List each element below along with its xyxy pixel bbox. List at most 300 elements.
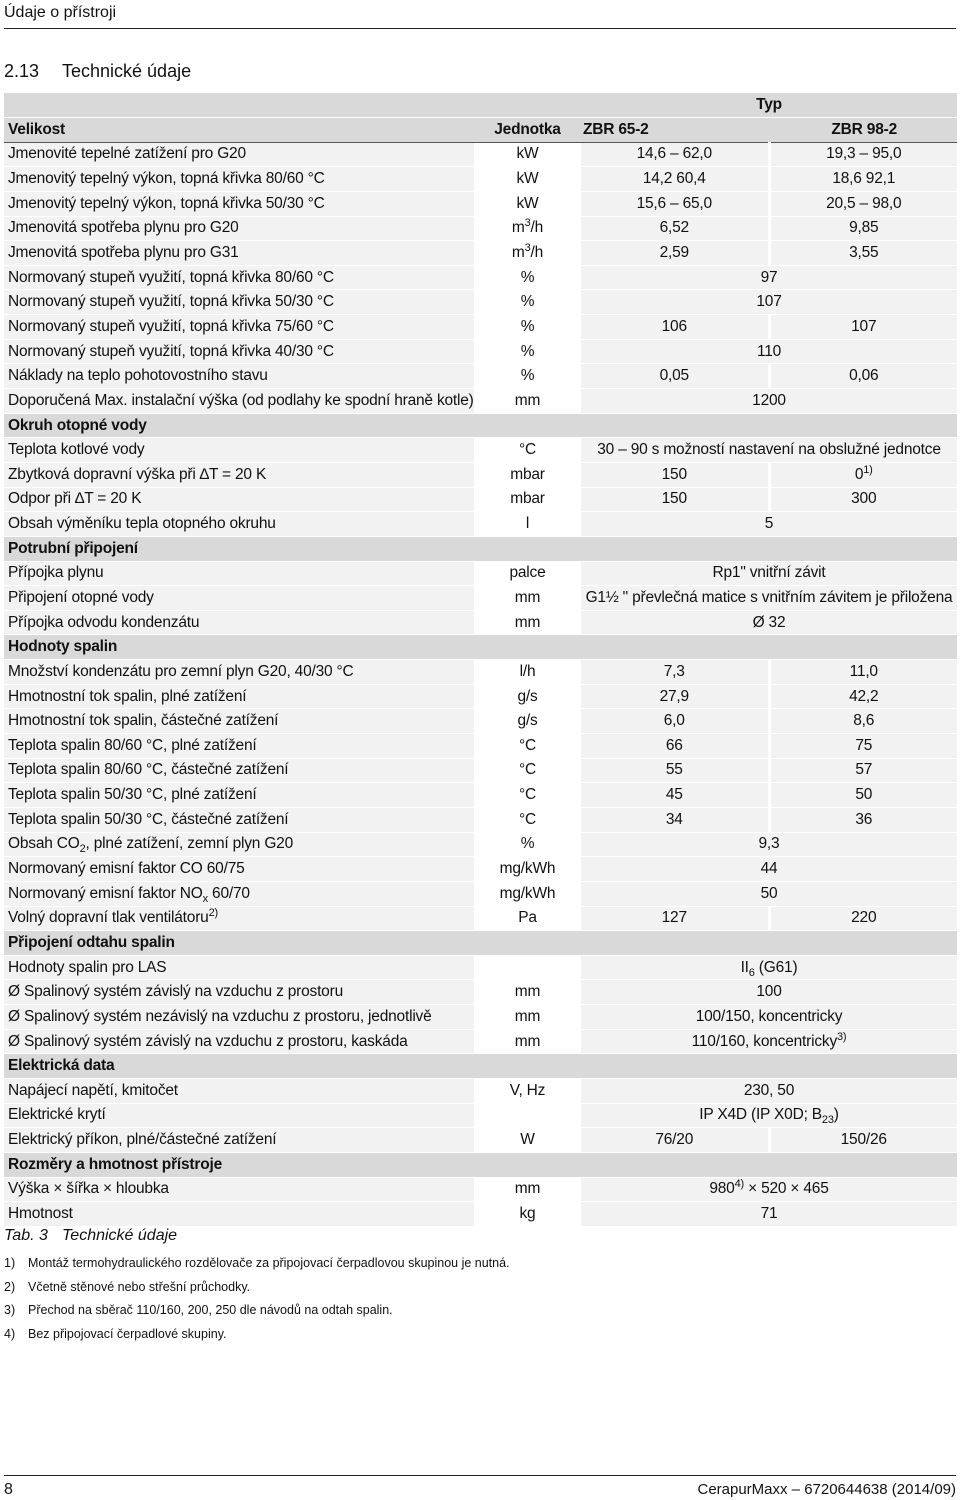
row-unit-text: g/s xyxy=(517,687,538,705)
row-value-text: 97 xyxy=(760,268,778,286)
table-section-header xyxy=(4,1054,957,1079)
row-unit xyxy=(474,832,581,857)
row-value-text: 110 xyxy=(756,342,782,360)
row-unit-text: kW xyxy=(516,194,539,212)
row-value-text: 9,3 xyxy=(758,835,780,853)
row-value-both xyxy=(581,1029,957,1054)
row-value-text-tail: × 520 × 465 xyxy=(744,1180,829,1198)
row-value-zbr98 xyxy=(769,191,957,216)
row-label xyxy=(4,783,474,808)
row-unit-text-sup: 3 xyxy=(524,217,531,230)
row-value-zbr98-text: 36 xyxy=(855,810,873,828)
row-label xyxy=(4,1177,474,1202)
row-unit-text: kg xyxy=(519,1205,536,1222)
table-row xyxy=(4,389,957,414)
row-value-zbr65-text: 127 xyxy=(661,909,687,927)
row-label-text: Výška × šířka × hloubka xyxy=(8,1180,169,1198)
row-unit xyxy=(474,487,581,512)
row-label-text: Teplota spalin 80/60 °C, částečné zatížení xyxy=(8,761,289,779)
table-row xyxy=(4,832,957,857)
row-unit xyxy=(474,315,581,340)
row-value-both xyxy=(581,1103,957,1128)
footnote xyxy=(4,1299,904,1323)
table-row xyxy=(4,586,957,611)
row-value-text: 100/150, koncentricky xyxy=(695,1007,843,1025)
column-header-zbr65: ZBR 65-2 xyxy=(581,118,769,143)
row-unit xyxy=(474,1078,581,1103)
row-value-text: 230, 50 xyxy=(743,1081,795,1099)
table-row xyxy=(4,561,957,586)
row-unit xyxy=(474,1005,581,1030)
table-row xyxy=(4,290,957,315)
row-value-text: 44 xyxy=(760,860,778,878)
row-value-zbr65-text: 34 xyxy=(665,810,683,828)
row-value-both xyxy=(581,339,957,364)
footnote xyxy=(4,1323,904,1347)
row-unit xyxy=(474,512,581,537)
row-unit-text: % xyxy=(520,367,535,385)
column-header-size: Velikost xyxy=(4,118,474,143)
row-label xyxy=(4,167,474,192)
table-caption-text: Technické údaje xyxy=(62,1227,178,1244)
row-value-zbr65-text: 150 xyxy=(661,490,687,508)
table-row xyxy=(4,660,957,685)
row-label xyxy=(4,191,474,216)
row-unit xyxy=(474,462,581,487)
table-row xyxy=(4,462,957,487)
document-id: CerapurMaxx – 6720644638 (2014/09) xyxy=(697,1481,956,1498)
table-row xyxy=(4,857,957,882)
row-label-text: Ø Spalinový systém nezávislý na vzduchu z prostoru, jednotlivě xyxy=(8,1007,432,1025)
row-label xyxy=(4,561,474,586)
row-value-zbr98-text: 300 xyxy=(851,490,877,508)
row-unit xyxy=(474,857,581,882)
row-label-text: Přípojka plynu xyxy=(8,564,104,582)
row-unit xyxy=(474,684,581,709)
row-value-zbr98-text: 18,6 92,1 xyxy=(832,170,896,188)
row-value-zbr98-text: 3,55 xyxy=(849,244,879,262)
row-label xyxy=(4,660,474,685)
footnote-marker: 2) xyxy=(4,1279,16,1294)
row-label-text: Normovaný stupeň využití, topná křivka 80/60 °C xyxy=(8,268,334,286)
row-unit xyxy=(474,241,581,266)
row-unit-text: mm xyxy=(514,588,541,606)
table-row xyxy=(4,241,957,266)
row-label-text: Jmenovitý tepelný výkon, topná křivka 80/60 °C xyxy=(8,170,325,188)
running-header xyxy=(4,2,956,29)
page-number: 8 xyxy=(4,1481,13,1498)
row-value-text: 107 xyxy=(756,293,782,311)
row-value-zbr65 xyxy=(581,216,769,241)
row-label xyxy=(4,241,474,266)
row-label-text: Množství kondenzátu pro zemní plyn G20, 40/30 °C xyxy=(8,662,354,680)
row-value-zbr65-text: 27,9 xyxy=(659,687,689,705)
row-label-text: Teplota spalin 50/30 °C, částečné zatížení xyxy=(8,810,289,828)
section-header-label: Okruh otopné vody xyxy=(4,413,957,438)
row-value-zbr65 xyxy=(581,462,769,487)
row-unit xyxy=(474,1202,581,1227)
row-value-zbr98 xyxy=(769,783,957,808)
row-value-zbr65-text: 2,59 xyxy=(659,244,689,262)
row-label xyxy=(4,315,474,340)
row-label-text: Hodnoty spalin pro LAS xyxy=(8,958,167,976)
row-label xyxy=(4,216,474,241)
row-value-both xyxy=(581,561,957,586)
row-label-text: Normovaný emisní faktor CO 60/75 xyxy=(8,860,245,878)
row-unit-text: W xyxy=(520,1131,535,1149)
table-row xyxy=(4,807,957,832)
row-label xyxy=(4,364,474,389)
row-label-text: Jmenovitý tepelný výkon, topná křivka 50/30 °C xyxy=(8,194,325,212)
table-row xyxy=(4,1103,957,1128)
row-unit xyxy=(474,438,581,463)
table-row xyxy=(4,1029,957,1054)
row-value-text: Ø 32 xyxy=(752,613,786,631)
table-row xyxy=(4,339,957,364)
row-unit xyxy=(474,734,581,759)
footnotes xyxy=(4,1252,904,1346)
row-value-zbr98-text: 19,3 – 95,0 xyxy=(826,145,902,163)
row-unit xyxy=(474,955,581,980)
row-unit-text: l/h xyxy=(519,662,536,680)
row-value-zbr98-text: 75 xyxy=(855,736,873,754)
row-value-both xyxy=(581,881,957,906)
row-label-text: Připojení otopné vody xyxy=(8,588,154,606)
row-value-text: 30 – 90 s možností nastavení na obslužné jednotce xyxy=(597,441,941,459)
row-label xyxy=(4,980,474,1005)
type-header: Typ xyxy=(581,93,957,118)
row-unit-text: mg/kWh xyxy=(499,860,556,878)
row-value-text: 110/160, koncentricky xyxy=(691,1032,838,1050)
row-value-text: 1200 xyxy=(752,391,786,409)
table-row xyxy=(4,980,957,1005)
row-label-text: Obsah výměníku tepla otopného okruhu xyxy=(8,515,276,533)
row-unit xyxy=(474,142,581,167)
row-value-both xyxy=(581,1177,957,1202)
table-caption-number: Tab. 3 xyxy=(4,1227,48,1244)
row-unit xyxy=(474,783,581,808)
section-header-label: Hodnoty spalin xyxy=(4,635,957,660)
row-label-text: Zbytková dopravní výška při ∆T = 20 K xyxy=(8,465,267,483)
row-value-text-sub: 6 xyxy=(748,966,755,979)
row-unit-text: Pa xyxy=(518,909,537,927)
row-label-text: Jmenovitá spotřeba plynu pro G31 xyxy=(8,244,239,262)
row-value-text: 71 xyxy=(760,1205,778,1222)
table-row xyxy=(4,1005,957,1030)
footnote-text: Přechod na sběrač 110/160, 200, 250 dle návodů na odtah spalin. xyxy=(28,1303,393,1318)
table-row xyxy=(4,783,957,808)
row-value-zbr65-text: 7,3 xyxy=(663,662,685,680)
row-label-text: Jmenovitá spotřeba plynu pro G20 xyxy=(8,219,239,237)
row-label xyxy=(4,832,474,857)
table-row xyxy=(4,906,957,931)
table-type-header-row xyxy=(4,93,957,118)
row-label-text: Náklady na teplo pohotovostního stavu xyxy=(8,367,268,385)
row-value-zbr65 xyxy=(581,783,769,808)
row-label-text: Teplota kotlové vody xyxy=(8,441,145,459)
row-unit xyxy=(474,586,581,611)
row-value-text-tail: ) xyxy=(833,1106,839,1124)
row-unit xyxy=(474,389,581,414)
row-label xyxy=(4,1029,474,1054)
table-section-header xyxy=(4,931,957,956)
row-label xyxy=(4,807,474,832)
section-header-label: Rozměry a hmotnost přístroje xyxy=(4,1152,957,1177)
row-unit xyxy=(474,881,581,906)
row-value-zbr98-text: 20,5 – 98,0 xyxy=(826,194,902,212)
row-label-text: Napájecí napětí, kmitočet xyxy=(8,1081,178,1099)
row-label-text: Normovaný stupeň využití, topná křivka 50/30 °C xyxy=(8,293,334,311)
row-unit-text: °C xyxy=(519,736,536,754)
table-section-header xyxy=(4,635,957,660)
row-label-text: Normovaný stupeň využití, topná křivka 40/30 °C xyxy=(8,342,334,360)
row-value-text: 100 xyxy=(756,983,782,1001)
row-unit-text: mm xyxy=(514,1180,541,1198)
row-label-text-tail: 60/70 xyxy=(207,884,250,902)
row-value-zbr98-text: 107 xyxy=(851,317,877,335)
row-label-text: Hmotnostní tok spalin, plné zatížení xyxy=(8,687,247,705)
row-label-text: Elektrický příkon, plné/částečné zatížení xyxy=(8,1131,277,1149)
row-unit xyxy=(474,906,581,931)
row-unit xyxy=(474,290,581,315)
row-value-zbr98-text: 0,06 xyxy=(849,367,879,385)
row-label-text: Obsah CO xyxy=(8,835,80,853)
row-value-zbr98 xyxy=(769,462,957,487)
row-unit-text: % xyxy=(520,835,535,853)
row-unit-text: m xyxy=(511,219,525,237)
row-label-text: Přípojka odvodu kondenzátu xyxy=(8,613,200,631)
row-unit-text: mbar xyxy=(510,465,545,483)
row-unit xyxy=(474,1177,581,1202)
row-value-zbr98 xyxy=(769,1128,957,1153)
row-unit-text: mm xyxy=(514,613,541,631)
row-value-zbr65 xyxy=(581,167,769,192)
row-unit-text: palce xyxy=(509,564,546,582)
section-header-label: Připojení odtahu spalin xyxy=(4,931,957,956)
row-value-text: Rp1" vnitřní závit xyxy=(712,564,826,582)
row-label-text: Normovaný emisní faktor NO xyxy=(8,884,203,902)
row-unit-text: mg/kWh xyxy=(499,884,556,902)
section-heading xyxy=(4,58,904,84)
row-value-zbr65 xyxy=(581,142,769,167)
row-unit xyxy=(474,339,581,364)
row-value-text-sup: 3) xyxy=(837,1030,847,1043)
row-unit xyxy=(474,561,581,586)
row-unit-text: % xyxy=(520,342,535,360)
row-unit xyxy=(474,191,581,216)
row-unit-text: mm xyxy=(514,391,541,409)
row-unit-text: °C xyxy=(519,810,536,828)
row-value-text: 50 xyxy=(760,884,778,902)
row-label xyxy=(4,290,474,315)
row-value-both xyxy=(581,857,957,882)
row-value-zbr65-text: 14,2 60,4 xyxy=(642,170,706,188)
row-value-zbr98 xyxy=(769,315,957,340)
row-value-both xyxy=(581,1005,957,1030)
row-label xyxy=(4,339,474,364)
table-row xyxy=(4,758,957,783)
row-unit xyxy=(474,807,581,832)
table-section-header xyxy=(4,1152,957,1177)
row-value-zbr65 xyxy=(581,364,769,389)
row-label xyxy=(4,438,474,463)
row-value-zbr65 xyxy=(581,315,769,340)
row-value-zbr65-text: 76/20 xyxy=(655,1131,694,1149)
row-unit-text: % xyxy=(520,317,535,335)
row-unit-text: % xyxy=(520,268,535,286)
row-unit-text: °C xyxy=(519,441,536,459)
row-value-zbr65-text: 55 xyxy=(665,761,683,779)
row-value-zbr65-text: 15,6 – 65,0 xyxy=(636,194,712,212)
row-label xyxy=(4,1103,474,1128)
row-unit-text-tail: /h xyxy=(530,244,544,262)
row-value-zbr65 xyxy=(581,758,769,783)
row-value-both xyxy=(581,290,957,315)
row-label-text: Ø Spalinový systém závislý na vzduchu z prostoru, kaskáda xyxy=(8,1032,408,1050)
table-row xyxy=(4,167,957,192)
row-label xyxy=(4,1078,474,1103)
row-value-zbr65 xyxy=(581,1128,769,1153)
table-row xyxy=(4,734,957,759)
section-number: 2.13 xyxy=(4,61,40,81)
row-unit xyxy=(474,364,581,389)
table-row xyxy=(4,1078,957,1103)
footnote-marker: 1) xyxy=(4,1256,16,1270)
row-value-zbr65-text: 66 xyxy=(665,736,683,754)
row-label xyxy=(4,512,474,537)
row-label-text: Doporučená Max. instalační výška (od podlahy ke spodní hraně kotle) xyxy=(8,391,474,409)
row-value-text-sup: 4) xyxy=(734,1178,744,1191)
row-unit xyxy=(474,167,581,192)
row-value-zbr98-text-sup: 1) xyxy=(863,463,873,476)
row-label-text: Teplota spalin 50/30 °C, plné zatížení xyxy=(8,786,257,804)
row-label xyxy=(4,881,474,906)
row-value-zbr98 xyxy=(769,216,957,241)
row-label-text: Ø Spalinový systém závislý na vzduchu z prostoru xyxy=(8,983,343,1001)
row-value-zbr65-text: 14,6 – 62,0 xyxy=(636,145,712,163)
row-label xyxy=(4,265,474,290)
row-value-both xyxy=(581,610,957,635)
table-row xyxy=(4,684,957,709)
row-value-both xyxy=(581,1078,957,1103)
row-unit-text-tail: /h xyxy=(530,219,544,237)
row-value-text: G1½ " převlečná matice s vnitřním závitem je přiložena xyxy=(585,588,953,606)
row-value-zbr98-text: 8,6 xyxy=(853,712,875,730)
footnote xyxy=(4,1276,904,1300)
table-row xyxy=(4,487,957,512)
row-label xyxy=(4,955,474,980)
table-section-header xyxy=(4,413,957,438)
footnote-marker: 4) xyxy=(4,1326,16,1341)
row-label-text: Normovaný stupeň využití, topná křivka 75/60 °C xyxy=(8,317,334,335)
row-unit-text: mbar xyxy=(510,490,545,508)
row-value-both xyxy=(581,586,957,611)
row-value-zbr98 xyxy=(769,807,957,832)
row-value-zbr98-text: 50 xyxy=(855,786,873,804)
row-label-text-sup: 2) xyxy=(208,907,218,920)
row-value-zbr65 xyxy=(581,191,769,216)
row-value-zbr98-text: 9,85 xyxy=(849,219,879,237)
footnote-text: Bez připojovací čerpadlové skupiny. xyxy=(28,1326,227,1341)
row-value-both xyxy=(581,512,957,537)
row-label-text: Hmotnostní tok spalin, částečné zatížení xyxy=(8,712,279,730)
table-row xyxy=(4,610,957,635)
row-unit xyxy=(474,980,581,1005)
technical-data-table xyxy=(4,93,957,1227)
row-label xyxy=(4,906,474,931)
row-value-zbr98 xyxy=(769,734,957,759)
running-header-title: Údaje o přístroji xyxy=(4,4,117,21)
row-value-zbr98 xyxy=(769,167,957,192)
row-unit-text: kW xyxy=(516,145,539,163)
table-row xyxy=(4,191,957,216)
table-row xyxy=(4,216,957,241)
row-label-text: Elektrické krytí xyxy=(8,1106,106,1124)
row-value-zbr65-text: 6,0 xyxy=(663,712,685,730)
row-label xyxy=(4,487,474,512)
row-unit-text-sup: 3 xyxy=(524,241,531,254)
row-unit-text: kW xyxy=(516,170,539,188)
row-label xyxy=(4,1202,474,1227)
row-unit xyxy=(474,610,581,635)
row-value-zbr65-text: 6,52 xyxy=(659,219,689,237)
table-row xyxy=(4,315,957,340)
row-value-zbr65 xyxy=(581,487,769,512)
row-value-zbr65-text: 106 xyxy=(661,317,687,335)
table-row xyxy=(4,265,957,290)
row-unit xyxy=(474,1029,581,1054)
row-unit-text: °C xyxy=(519,786,536,804)
row-label xyxy=(4,684,474,709)
row-label xyxy=(4,1005,474,1030)
table-row xyxy=(4,709,957,734)
row-unit xyxy=(474,660,581,685)
row-unit-text: g/s xyxy=(517,712,538,730)
row-value-zbr98 xyxy=(769,660,957,685)
row-label-text-tail: , plné zatížení, zemní plyn G20 xyxy=(85,835,294,853)
row-label-text-sub: 2 xyxy=(79,843,86,856)
row-label xyxy=(4,857,474,882)
row-value-both xyxy=(581,1202,957,1227)
table-row xyxy=(4,1177,957,1202)
column-header-unit: Jednotka xyxy=(474,118,581,143)
table-row xyxy=(4,881,957,906)
row-unit xyxy=(474,1128,581,1153)
row-label xyxy=(4,709,474,734)
row-value-both xyxy=(581,832,957,857)
row-value-zbr65-text: 150 xyxy=(661,465,687,483)
row-value-zbr98-text: 220 xyxy=(851,909,877,927)
row-label-text: Odpor při ∆T = 20 K xyxy=(8,490,142,508)
row-unit-text: V, Hz xyxy=(509,1081,546,1099)
row-unit xyxy=(474,1103,581,1128)
row-value-both xyxy=(581,265,957,290)
row-unit-text: m xyxy=(511,244,525,262)
row-label xyxy=(4,586,474,611)
section-header-label: Potrubní připojení xyxy=(4,536,957,561)
row-value-text: IP X4D (IP X0D; B xyxy=(699,1106,822,1124)
row-unit xyxy=(474,709,581,734)
section-header-label: Elektrická data xyxy=(4,1054,957,1079)
row-value-text: II xyxy=(740,958,749,976)
section-title: Technické údaje xyxy=(62,61,192,81)
row-label-text: Volný dopravní tlak ventilátoru xyxy=(8,909,209,927)
footnote-text: Montáž termohydraulického rozdělovače za připojovací čerpadlovou skupinou je nutná. xyxy=(28,1256,510,1270)
row-value-zbr98 xyxy=(769,709,957,734)
row-label-text-sub: x xyxy=(202,892,208,905)
row-unit-text: l xyxy=(525,515,530,533)
footnote xyxy=(4,1252,904,1276)
